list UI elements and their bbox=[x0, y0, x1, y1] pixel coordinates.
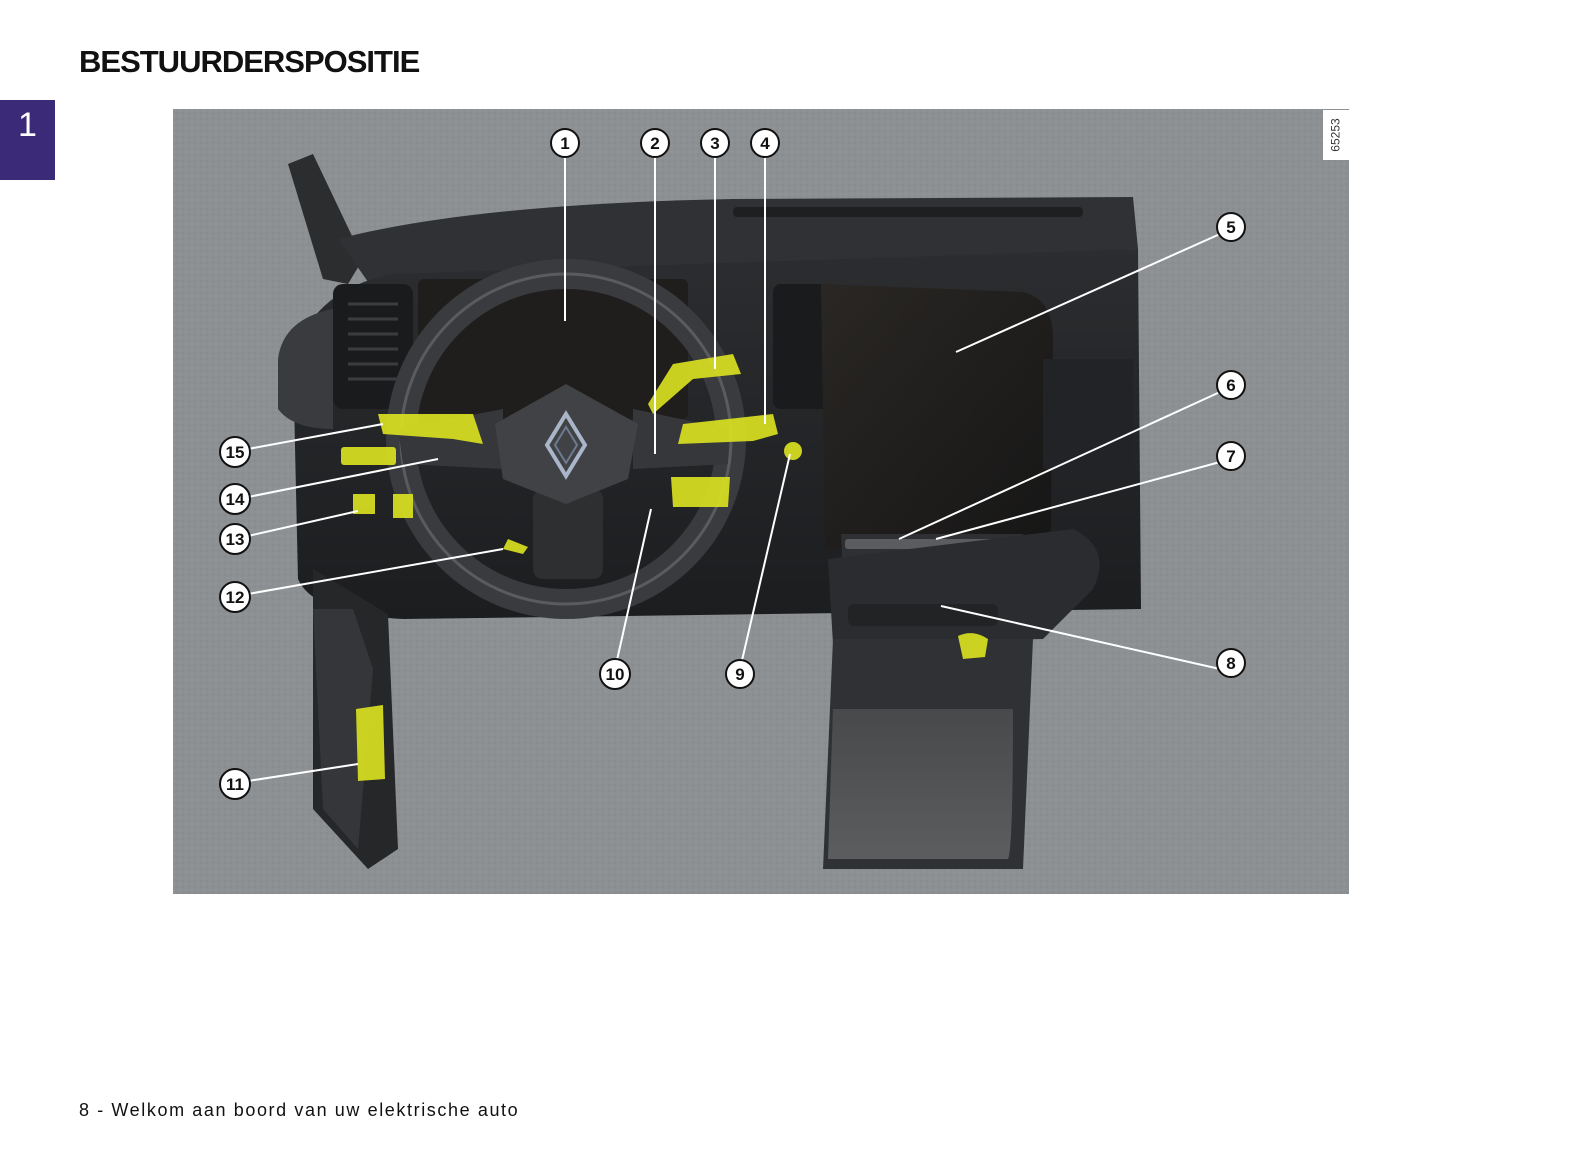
callout-12 bbox=[220, 582, 250, 612]
callout-2 bbox=[641, 129, 669, 157]
figure-reference-code: 65253 bbox=[1323, 110, 1349, 160]
callout-3 bbox=[701, 129, 729, 157]
svg-text:7: 7 bbox=[1226, 447, 1236, 466]
svg-text:1: 1 bbox=[560, 134, 570, 153]
svg-text:14: 14 bbox=[225, 490, 245, 509]
svg-text:8: 8 bbox=[1226, 654, 1236, 673]
svg-text:12: 12 bbox=[225, 588, 245, 607]
dashboard-illustration bbox=[173, 109, 1349, 894]
callout-8 bbox=[1217, 649, 1245, 677]
callout-7 bbox=[1217, 442, 1245, 470]
callout-9 bbox=[726, 660, 754, 688]
callout-6 bbox=[1217, 371, 1245, 399]
chapter-number: 1 bbox=[18, 106, 37, 144]
chapter-tab bbox=[0, 100, 55, 180]
page-title: BESTUURDERSPOSITIE bbox=[79, 44, 420, 79]
callout-15 bbox=[220, 437, 250, 467]
svg-text:5: 5 bbox=[1226, 218, 1236, 237]
callout-10 bbox=[600, 659, 630, 689]
callout-1 bbox=[551, 129, 579, 157]
page-footer: 8 - Welkom aan boord van uw elektrische auto bbox=[79, 1100, 520, 1120]
svg-text:13: 13 bbox=[225, 530, 245, 549]
svg-text:3: 3 bbox=[710, 134, 720, 153]
svg-text:9: 9 bbox=[735, 665, 745, 684]
callout-4 bbox=[751, 129, 779, 157]
svg-text:4: 4 bbox=[760, 134, 770, 153]
svg-text:2: 2 bbox=[650, 134, 660, 153]
svg-text:6: 6 bbox=[1226, 376, 1236, 395]
callout-14 bbox=[220, 484, 250, 514]
svg-text:11: 11 bbox=[226, 775, 244, 794]
svg-text:15: 15 bbox=[225, 443, 245, 462]
callout-13 bbox=[220, 524, 250, 554]
callout-5 bbox=[1217, 213, 1245, 241]
callout-11 bbox=[220, 769, 250, 799]
svg-text:10: 10 bbox=[605, 665, 625, 684]
